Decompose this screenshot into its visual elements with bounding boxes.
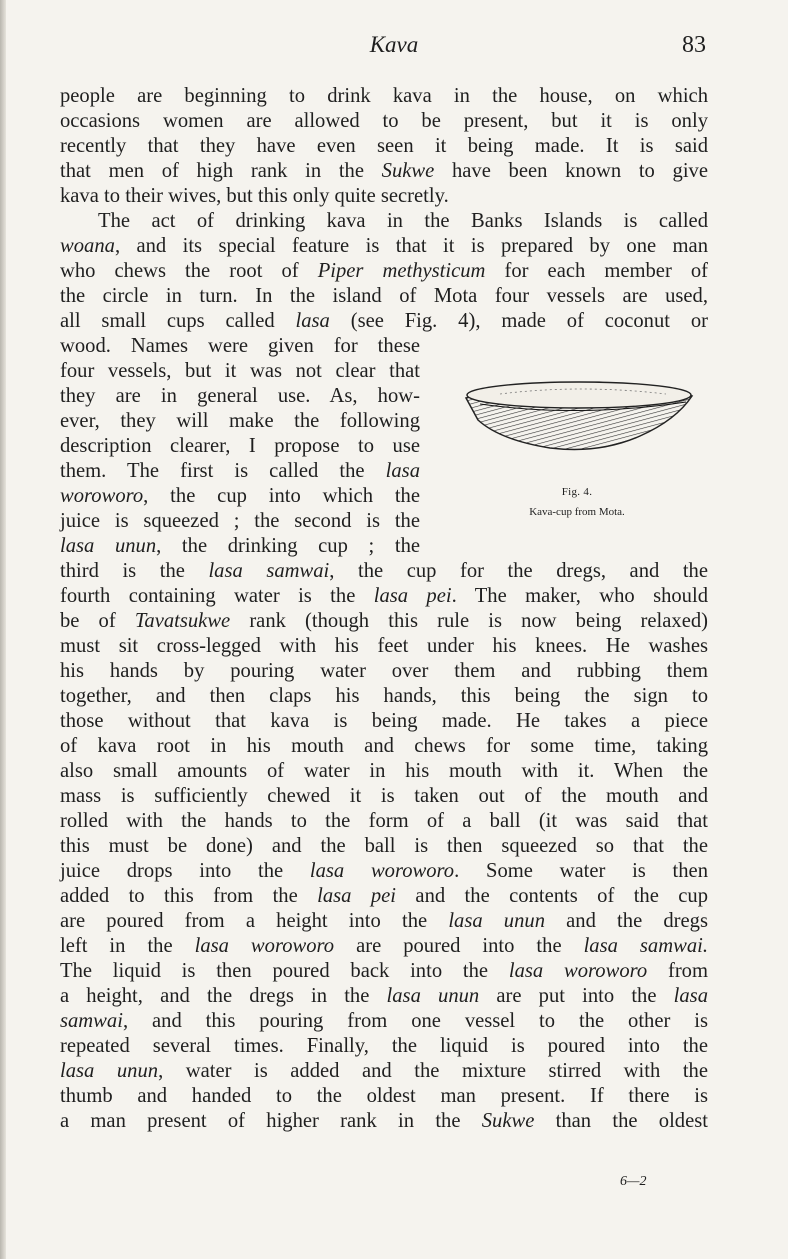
running-title: Kava bbox=[369, 32, 419, 57]
text-line: all small cups called lasa (see Fig. 4), made of coconut or bbox=[60, 310, 708, 332]
text-line: description clearer, I propose to use bbox=[60, 435, 420, 457]
text-line: those without that kava is being made. He takes a piece bbox=[60, 710, 708, 732]
text-line: lasa unun, the drinking cup ; the bbox=[60, 535, 421, 557]
text-line: this must be done) and the ball is then squeezed so that the bbox=[60, 835, 708, 857]
text-line: The liquid is then poured back into the lasa woroworo from bbox=[60, 960, 708, 982]
text-line: third is the lasa samwai, the cup for the dregs, and the bbox=[60, 560, 708, 582]
figure-caption: Kava-cup from Mota. bbox=[529, 506, 625, 518]
text-line: the circle in turn. In the island of Mota four vessels are used, bbox=[60, 285, 708, 307]
page-spine-shadow bbox=[0, 0, 6, 1259]
text-line: his hands by pouring water over them and rubbing them bbox=[60, 660, 708, 682]
text-line: recently that they have even seen it being made. It is said bbox=[60, 135, 708, 157]
text-line: also small amounts of water in his mouth with it. When the bbox=[60, 760, 708, 782]
text-line: The act of drinking kava in the Banks Islands is called bbox=[98, 210, 708, 232]
text-line: be of Tavatsukwe rank (though this rule is now being relaxed) bbox=[60, 610, 708, 632]
paragraph-1 bbox=[60, 84, 708, 209]
page-header bbox=[0, 30, 788, 66]
text-line: ever, they will make the following bbox=[60, 410, 420, 432]
figure-kava-cup bbox=[440, 358, 714, 528]
text-line: woana, and its special feature is that it is prepared by one man bbox=[60, 235, 708, 257]
text-line: samwai, and this pouring from one vessel to the other is bbox=[60, 1010, 708, 1032]
paragraph-2 bbox=[60, 209, 708, 1134]
text-line: of kava root in his mouth and chews for some time, taking bbox=[60, 735, 708, 757]
text-line: occasions women are allowed to be present, but it is only bbox=[60, 110, 708, 132]
text-line: a height, and the dregs in the lasa unun are put into the lasa bbox=[60, 985, 708, 1007]
text-line: together, and then claps his hands, this being the sign to bbox=[60, 685, 708, 707]
text-line: thumb and handed to the oldest man present. If there is bbox=[60, 1085, 708, 1107]
signature-mark: 6—2 bbox=[620, 1174, 647, 1189]
text-line: them. The first is called the lasa bbox=[60, 460, 420, 482]
text-line: are poured from a height into the lasa unun and the dregs bbox=[60, 910, 708, 932]
text-line: woroworo, the cup into which the bbox=[60, 485, 420, 507]
text-line: lasa unun, water is added and the mixture stirred with the bbox=[60, 1060, 708, 1082]
text-line: repeated several times. Finally, the liquid is poured into the bbox=[60, 1035, 708, 1057]
text-line: juice is squeezed ; the second is the bbox=[60, 510, 420, 532]
figure-label: Fig. 4. bbox=[561, 486, 593, 498]
text-line: left in the lasa woroworo are poured into the lasa samwai. bbox=[60, 935, 708, 957]
text-line: who chews the root of Piper methysticum for each member of bbox=[60, 260, 709, 282]
text-line: a man present of higher rank in the Sukwe than the oldest bbox=[60, 1110, 708, 1132]
text-line: mass is sufficiently chewed it is taken out of the mouth and bbox=[60, 785, 708, 807]
text-line: must sit cross-legged with his feet under his knees. He washes bbox=[60, 635, 708, 657]
text-line: people are beginning to drink kava in the house, on which bbox=[60, 85, 708, 107]
text-line: wood. Names were given for these bbox=[60, 335, 420, 357]
text-line: added to this from the lasa pei and the contents of the cup bbox=[60, 885, 708, 907]
text-line: that men of high rank in the Sukwe have been known to give bbox=[60, 160, 708, 182]
text-line: they are in general use. As, how- bbox=[60, 385, 420, 407]
text-line: juice drops into the lasa woroworo. Some water is then bbox=[60, 860, 708, 882]
page-number: 83 bbox=[682, 32, 706, 58]
text-line: fourth containing water is the lasa pei. The maker, who should bbox=[60, 585, 708, 607]
text-line: four vessels, but it was not clear that bbox=[60, 360, 420, 382]
text-line: kava to their wives, but this only quite secretly. bbox=[60, 185, 449, 207]
body-text bbox=[60, 84, 708, 1134]
text-line: rolled with the hands to the form of a ball (it was said that bbox=[60, 810, 708, 832]
kava-cup-illustration bbox=[440, 358, 714, 478]
